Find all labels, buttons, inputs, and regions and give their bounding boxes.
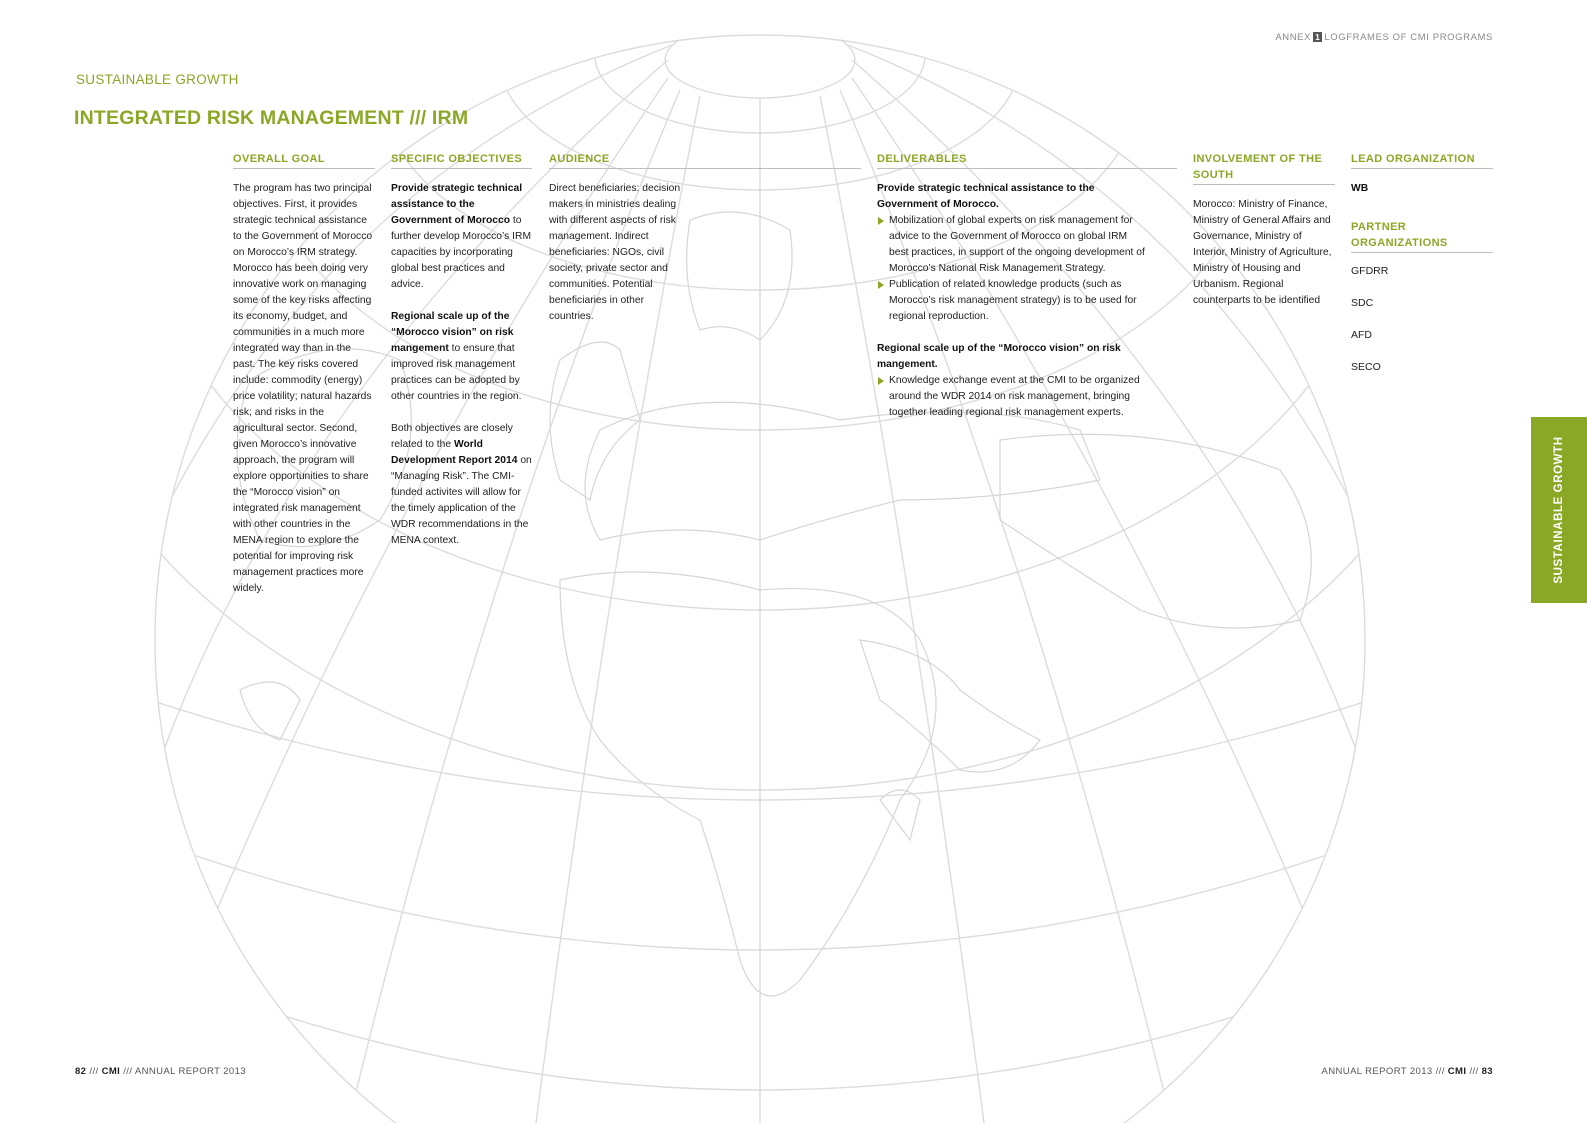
objective-3 xyxy=(391,421,532,549)
lead-organization-heading: LEAD ORGANIZATION xyxy=(1351,151,1493,169)
deliverable-item: Mobilization of global experts on risk management for advice to the Government of Morocco on global IRM best practices, in support of the ongoing development of Morocco’s National Risk Management Strategy. xyxy=(877,213,1147,277)
footer-brand-right: CMI xyxy=(1447,1066,1467,1077)
deliverable-item: Knowledge exchange event at the CMI to be organized around the WDR 2014 on risk management, bringing together leading regional risk management experts. xyxy=(877,373,1147,421)
lead-organization-value: WB xyxy=(1351,183,1369,194)
objective-1 xyxy=(391,181,532,293)
objective-2-text: to ensure that improved risk management practices can be adopted by other countries in the region. xyxy=(391,343,522,402)
overall-goal-text: The program has two principal objectives. First, it provides strategic technical assistance to the Government of Morocco on Morocco’s IRM strategy. Morocco has been doing very innovative work on managing some of the key risks affecting its economy, budget, and communities in a much more integrated way than in the past. The key risks covered include: commodity (energy) price volatility; natural hazards risk; and risks in the agricultural sector. Second, given Morocco’s innovative approach, the program will explore opportunities to share the “Morocco vision” on integrated risk management with other countries in the MENA region to explore the potential for improving risk management practices more widely. xyxy=(233,183,373,594)
objective-2 xyxy=(391,309,532,405)
involvement-heading: INVOLVEMENT OF THE SOUTH xyxy=(1193,151,1335,185)
specific-objectives-column xyxy=(391,151,532,565)
section-side-tab xyxy=(1531,417,1587,603)
footer-brand-left: CMI xyxy=(101,1066,121,1077)
overall-goal-column xyxy=(233,151,375,597)
page-number-left: 82 xyxy=(75,1066,87,1077)
footer-report-left: ANNUAL REPORT 2013 xyxy=(134,1066,246,1077)
deliverable-group-2-title: Regional scale up of the “Morocco vision” on risk mangement. xyxy=(877,343,1121,370)
footer-report-right: ANNUAL REPORT 2013 xyxy=(1321,1066,1433,1077)
section-label: SUSTAINABLE GROWTH xyxy=(76,72,239,87)
footer-left: 82 /// CMI /// ANNUAL REPORT 2013 xyxy=(75,1066,246,1077)
involvement-text: Morocco: Ministry of Finance, Ministry of General Affairs and Governance, Ministry of Interior, Ministry of Agriculture, Ministry of Housing and Urbanism. Regional counterparts to be identified xyxy=(1193,199,1332,306)
objective-3-text-b: on “Managing Risk”. The CMI-funded activites will allow for the timely application of the WDR recommendations in the MENA context. xyxy=(391,455,532,546)
wdr-reference: World Development Report 2014 xyxy=(391,439,518,466)
objective-1-text: to further develop Morocco’s IRM capacities by incorporating global best practices and advice. xyxy=(391,215,532,290)
side-tab-label: SUSTAINABLE GROWTH xyxy=(1553,436,1565,584)
deliverables-heading: DELIVERABLES xyxy=(877,151,1177,169)
page-number-right: 83 xyxy=(1481,1066,1493,1077)
overall-goal-heading: OVERALL GOAL xyxy=(233,151,375,169)
lead-organization-column xyxy=(1351,151,1493,375)
partner-organizations-heading: PARTNER ORGANIZATIONS xyxy=(1351,219,1493,253)
objective-2-title: Regional scale up of the “Morocco vision” on risk mangement xyxy=(391,311,514,354)
annex-label: ANNEX xyxy=(1275,32,1312,43)
partner-item: SECO xyxy=(1351,361,1381,373)
deliverable-item: Publication of related knowledge products (such as Morocco’s risk management strategy) is to be used for regional reproduction. xyxy=(877,277,1147,325)
involvement-column xyxy=(1193,151,1335,309)
partner-item: SDC xyxy=(1351,297,1374,309)
footer-right: ANNUAL REPORT 2013 /// CMI /// 83 xyxy=(1321,1066,1493,1077)
objective-1-title: Provide strategic technical assistance to the Government of Morocco xyxy=(391,183,523,226)
page-title: INTEGRATED RISK MANAGEMENT /// IRM xyxy=(74,107,469,129)
audience-text: Direct beneficiaries: decision makers in ministries dealing with different aspects of risk management. Indirect beneficiaries: NGOs, civil society, private sector and communities. Potential beneficiaries in other countries. xyxy=(549,183,681,322)
annex-header xyxy=(1275,32,1493,43)
deliverable-group-1-title: Provide strategic technical assistance to the Government of Morocco. xyxy=(877,183,1095,210)
objective-3-text-a: Both objectives are closely related to the xyxy=(391,423,513,450)
specific-objectives-heading: SPECIFIC OBJECTIVES xyxy=(391,151,532,169)
annex-number-badge: 1 xyxy=(1315,32,1321,42)
audience-heading: AUDIENCE xyxy=(549,151,861,169)
partner-item: AFD xyxy=(1351,329,1372,341)
audience-column xyxy=(549,151,861,325)
partner-item: GFDRR xyxy=(1351,265,1389,277)
deliverables-column xyxy=(877,151,1177,421)
annex-title: LOGFRAMES OF CMI PROGRAMS xyxy=(1324,32,1493,43)
